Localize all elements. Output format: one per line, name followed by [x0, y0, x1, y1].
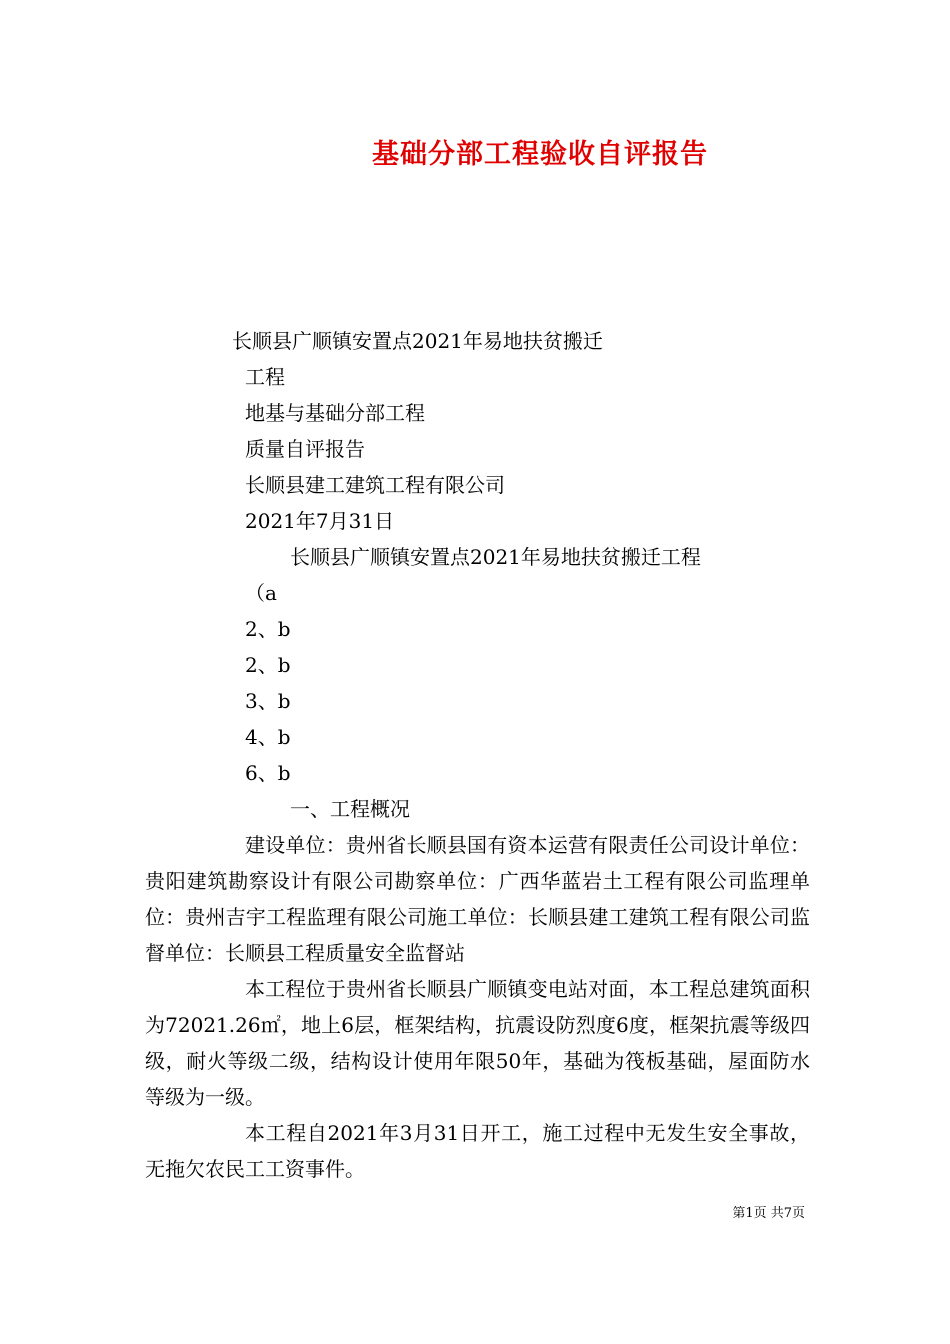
cover-project-line2: 工程	[245, 365, 285, 389]
paragraph-parties: 建设单位：贵州省长顺县国有资本运营有限责任公司设计单位：贵阳建筑勘察设计有限公司勘察单位：广西华蓝岩土工程有限公司监理单位：贵州吉宇工程监理有限公司施工单位：长顺县建工建筑工程有限公司监督单位：长顺县工程质量安全监督站	[145, 833, 810, 965]
document-title: 基础分部工程验收自评报告	[372, 139, 708, 170]
project-heading: 长顺县广顺镇安置点2021年易地扶贫搬迁工程	[290, 545, 701, 569]
cover-date: 2021年7月31日	[245, 509, 395, 533]
list-item: （a	[245, 581, 277, 605]
list-item: 6、b	[245, 761, 291, 785]
list-item: 4、b	[245, 725, 291, 749]
cover-project-line1: 长顺县广顺镇安置点2021年易地扶贫搬迁	[232, 329, 603, 353]
list-item: 2、b	[245, 653, 291, 677]
page-footer: 第1页 共7页	[732, 1206, 805, 1221]
list-item: 3、b	[245, 689, 291, 713]
cover-report-name: 质量自评报告	[245, 437, 365, 461]
section-heading: 一、工程概况	[290, 797, 410, 821]
paragraph-construction: 本工程自2021年3月31日开工，施工过程中无发生安全事故，无拖欠农民工工资事件。	[145, 1121, 810, 1181]
cover-sub-title: 地基与基础分部工程	[245, 401, 425, 425]
cover-company: 长顺县建工建筑工程有限公司	[245, 473, 505, 497]
list-item: 2、b	[245, 617, 291, 641]
paragraph-overview: 本工程位于贵州省长顺县广顺镇变电站对面，本工程总建筑面积为72021.26㎡，地上6层，框架结构，抗震设防烈度6度，框架抗震等级四级，耐火等级二级，结构设计使用年限50年，基础为筏板基础，屋面防水等级为一级。	[145, 977, 810, 1109]
